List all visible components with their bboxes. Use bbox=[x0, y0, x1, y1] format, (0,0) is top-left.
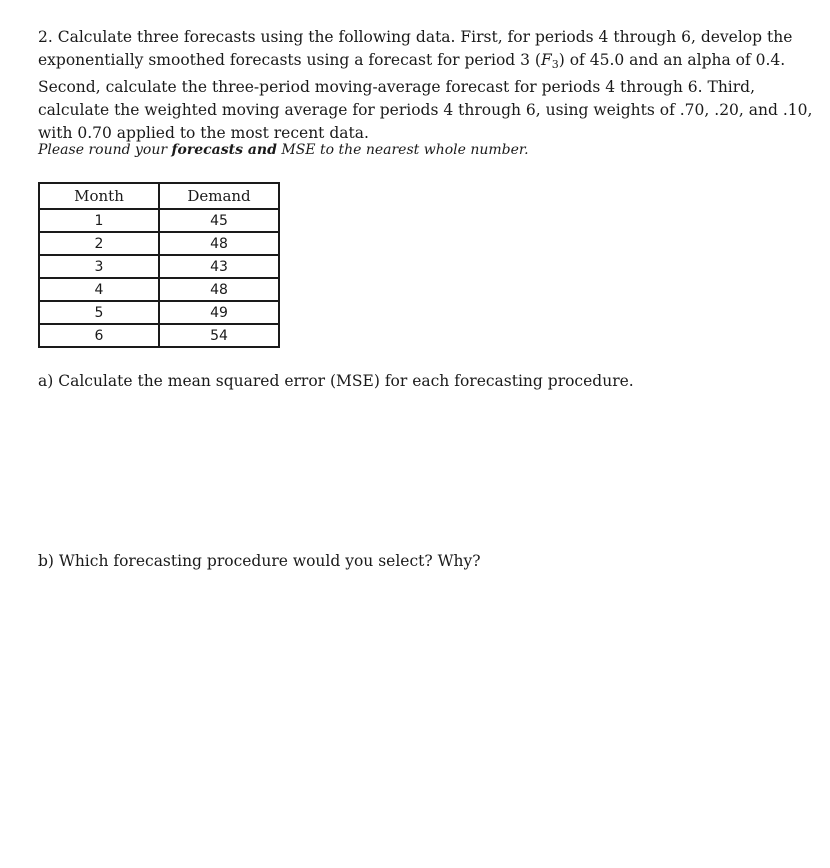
table-row bbox=[40, 233, 278, 256]
question-b: b) Which forecasting procedure would you select? Why? bbox=[38, 552, 481, 570]
month-cell: 1 bbox=[40, 210, 160, 233]
forecast-symbol bbox=[541, 51, 559, 69]
month-cell: 4 bbox=[40, 279, 160, 302]
problem-text-part1: 2. Calculate three forecasts using the following data. First, for periods 4 through 6, develop the exponentially smoothed forecasts using a forecast for period 3 ( bbox=[38, 28, 793, 69]
month-cell: 3 bbox=[40, 256, 160, 279]
demand-cell: 54 bbox=[210, 327, 228, 344]
rounding-note bbox=[38, 142, 738, 158]
month-cell: 2 bbox=[40, 233, 160, 256]
month-cell: 5 bbox=[40, 302, 160, 325]
question-a: a) Calculate the mean squared error (MSE) for each forecasting procedure. bbox=[38, 372, 634, 390]
table-row bbox=[40, 210, 278, 233]
header-demand: Demand bbox=[160, 184, 278, 210]
table-row bbox=[40, 279, 278, 302]
problem-statement bbox=[38, 26, 818, 145]
demand-cell: 48 bbox=[160, 233, 278, 256]
table-row bbox=[40, 256, 278, 279]
demand-cell: 43 bbox=[160, 256, 278, 279]
forecast-subscript: 3 bbox=[551, 58, 559, 71]
table-row bbox=[40, 302, 278, 325]
forecast-symbol-f: F bbox=[540, 51, 552, 69]
problem-text-part2: ) of 45.0 and an alpha of 0.4. Second, calculate the three-period moving-average forecast for periods 4 through 6. Third, calculate the weighted moving average for periods 4 through 6, using weights of .70, .20, and .10, with 0.70 applied to the most recent data. bbox=[38, 51, 813, 142]
demand-cell: 45 bbox=[160, 210, 278, 233]
rounding-note-part2: MSE to the nearest whole number. bbox=[276, 142, 529, 158]
demand-table bbox=[38, 182, 280, 348]
month-cell: 6 bbox=[40, 325, 160, 346]
rounding-note-part1: Please round your bbox=[38, 142, 172, 158]
table-header-row bbox=[40, 184, 278, 210]
table-row bbox=[40, 325, 278, 346]
demand-cell: 48 bbox=[160, 279, 278, 302]
rounding-note-bold: forecasts and bbox=[171, 142, 277, 158]
header-month: Month bbox=[40, 184, 160, 210]
demand-cell: 49 bbox=[160, 302, 278, 325]
